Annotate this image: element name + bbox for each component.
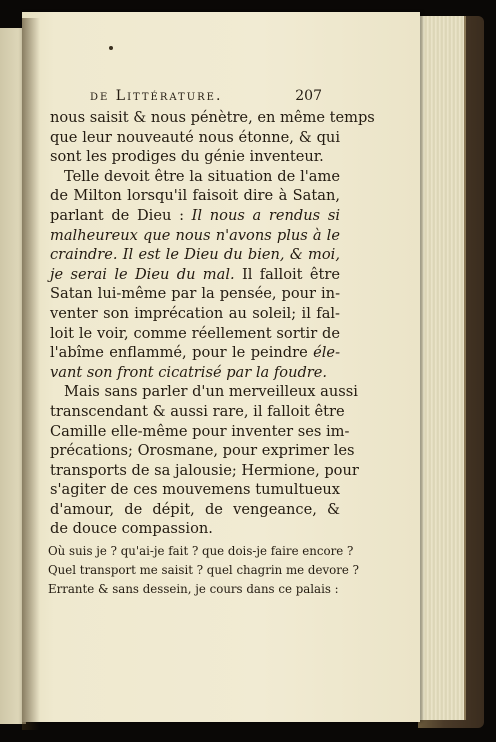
- running-head: [90, 88, 322, 104]
- verse-line: Errante & sans dessein, je cours dans ce palais :: [48, 582, 339, 596]
- paragraph-1: [50, 108, 375, 167]
- spine-shadow: [22, 18, 40, 730]
- text-line: Mais sans parler d'un merveilleux aussi: [64, 383, 358, 401]
- text-line: de douce compassion.: [50, 520, 213, 538]
- text-line: [50, 324, 340, 344]
- text-line: [50, 167, 340, 187]
- text-line: s'agiter de ces mouvemens tumultueux: [50, 481, 340, 499]
- text-line: d'amour, de dépit, de vengeance, &: [50, 500, 340, 518]
- text-line: précations; Orosmane, pour exprimer les: [50, 442, 355, 460]
- italic-run: je serai le Dieu du mal.: [50, 265, 235, 283]
- text-run: l'abîme enflammé, pour le peindre: [50, 344, 314, 362]
- running-title: de Littérature.: [90, 88, 223, 104]
- text-run: loit le voir, comme réellement sortir de: [50, 324, 340, 342]
- text-line: [50, 206, 340, 226]
- text-line: nous saisit & nous pénètre, en même temps: [50, 109, 375, 126]
- text-line: [50, 245, 340, 265]
- body-text: [50, 108, 375, 539]
- text-line: [50, 343, 340, 363]
- text-run: Il falloit être: [234, 265, 340, 283]
- text-line: [50, 226, 340, 246]
- text-line: transports de sa jalousie; Hermione, pour: [50, 461, 359, 479]
- verse-quotation: [48, 542, 359, 599]
- italic-run: malheureux que nous n'avons plus à le: [50, 226, 340, 244]
- verse-line: Où suis je ? qu'ai-je fait ? que dois-je faire encore ?: [48, 544, 354, 558]
- paragraph-2: [50, 167, 340, 383]
- italic-run: Il nous a rendus si: [191, 206, 340, 224]
- text-line: transcendant & aussi rare, il falloit être: [50, 402, 345, 420]
- text-line: [50, 304, 340, 324]
- italic-run: craindre. Il est le Dieu du bien, & moi,: [50, 246, 340, 264]
- text-line: [50, 265, 340, 285]
- text-line: [50, 363, 340, 383]
- italic-run: éle-: [313, 344, 340, 362]
- text-line: Camille elle-même pour inventer ses im-: [50, 422, 350, 440]
- text-run: Satan lui-même par la pensée, pour in-: [50, 285, 340, 303]
- text-run: Telle devoit être la situation de l'ame: [64, 167, 340, 185]
- ink-spot: [109, 46, 113, 50]
- verse-line: Quel transport me saisit ? quel chagrin me devore ?: [48, 563, 359, 577]
- paragraph-3: [50, 382, 359, 539]
- text-run: parlant de Dieu :: [50, 206, 192, 224]
- text-run: de Milton lorsqu'il faisoit dire à Satan,: [50, 187, 340, 205]
- text-line: [50, 284, 340, 304]
- text-line: que leur nouveauté nous étonne, & qui: [50, 128, 340, 146]
- page-number: 207: [295, 88, 322, 104]
- text-line: [50, 186, 340, 206]
- text-run: venter son imprécation au soleil; il fal-: [50, 304, 340, 322]
- italic-run: vant son front cicatrisé par la foudre.: [50, 363, 328, 381]
- text-line: sont les prodiges du génie inventeur.: [50, 148, 324, 166]
